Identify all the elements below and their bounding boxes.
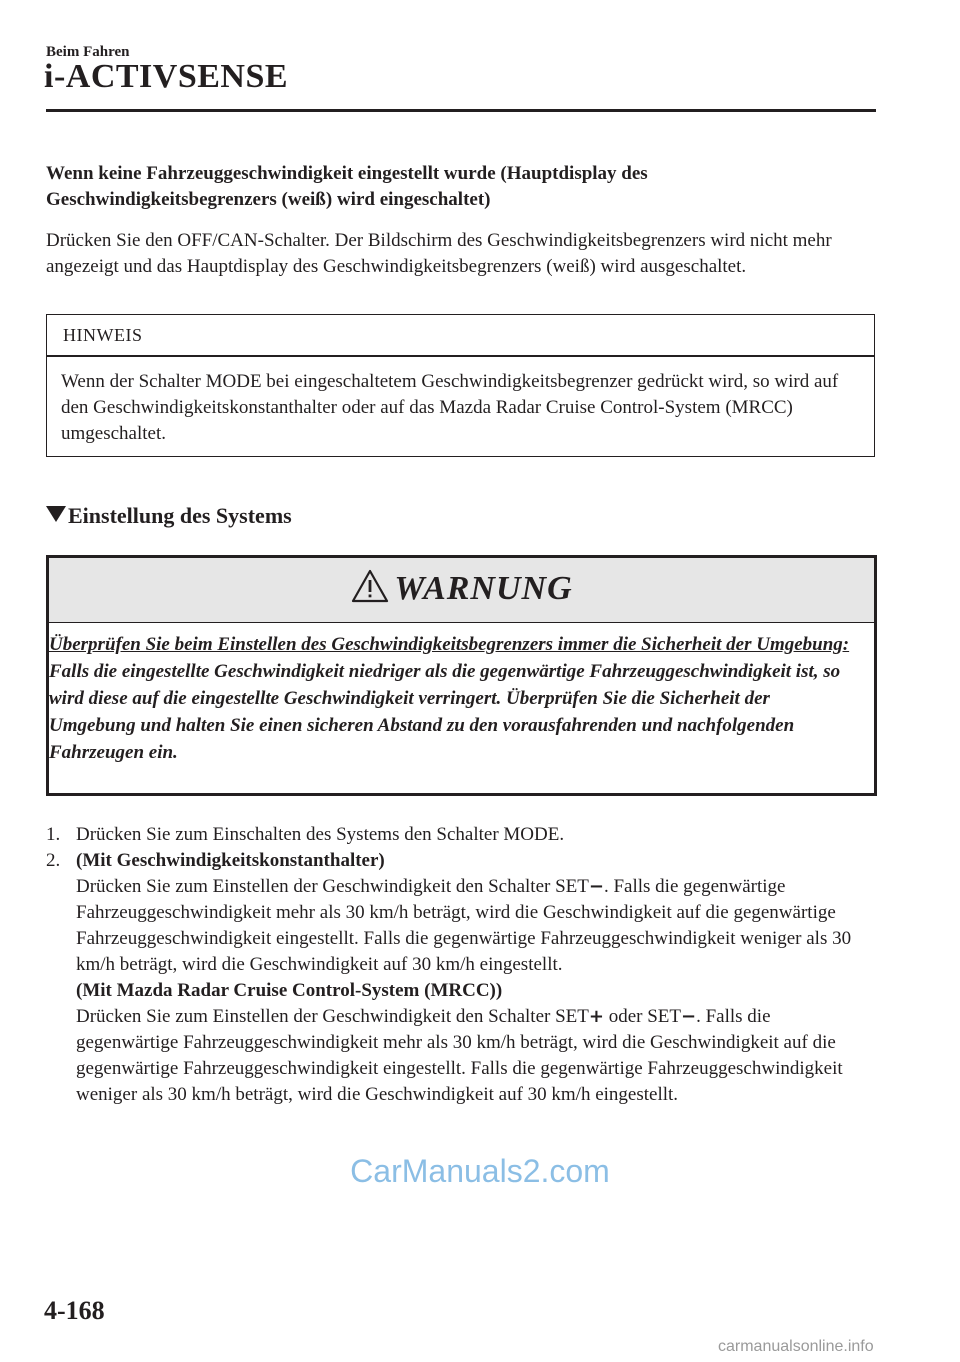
section-heading [46,503,292,529]
step-1 [46,822,876,848]
section-label: Beim Fahren [46,44,130,60]
step-text-part: Drücken Sie zum Einstellen der Geschwindigkeit den Schalter SET [76,1006,589,1027]
page-number: 4-168 [44,1296,105,1325]
note-box [46,314,875,457]
section-heading-text: Einstellung des Systems [68,503,292,528]
step-text-mrcc [76,1004,876,1108]
chapter-title: i-ACTIVSENSE [44,58,289,95]
warning-header [49,558,874,623]
watermark: CarManuals2.com [350,1153,610,1189]
warning-title: WARNUNG [394,569,573,607]
step-heading-cruise: (Mit Geschwindigkeitskonstanthalter) [76,850,385,871]
step-text-part: . Falls die gegenwärtige Fahrzeuggeschwindigkeit mehr als 30 km/h beträgt, wird die Geschwindigkeit auf die gegenwärtige Fahrzeuggeschwindigkeit eingestellt. Falls die gegenwärtige Fahrzeuggeschwindigkeit weniger als 30 km/h beträgt, wird die Geschwindigkeit auf 30 km/h eingestellt. [76,876,852,975]
triangle-down-icon [46,506,66,522]
step-text: Drücken Sie zum Einschalten des Systems den Schalter MODE. [76,824,565,845]
step-text-part: oder SET [603,1006,682,1027]
minus-symbol-icon: − [588,876,604,897]
step-number: 1. [46,824,61,845]
step-text-cruise [76,874,876,978]
step-text-part: . Falls die gegenwärtige Fahrzeuggeschwindigkeit mehr als 30 km/h beträgt, wird die Geschwindigkeit auf die gegenwärtige Fahrzeuggeschwindigkeit eingestellt. Falls die gegenwärtige Fahrzeuggeschwindigkeit weniger als 30 km/h beträgt, wird die Geschwindigkeit auf 30 km/h eingestellt. [76,1006,843,1105]
step-heading-mrcc: (Mit Mazda Radar Cruise Control-System (MRCC)) [76,980,503,1001]
note-text: Wenn der Schalter MODE bei eingeschaltetem Geschwindigkeitsbegrenzer gedrückt wird, so wird auf den Geschwindigkeitskonstanthalter oder auf das Mazda Radar Cruise Control-System (MRCC) umgeschaltet. [61,371,839,444]
step-text-part: Drücken Sie zum Einstellen der Geschwindigkeit den Schalter SET [76,876,589,897]
warning-body [49,631,861,766]
steps-list [46,822,876,1108]
plus-symbol-icon: + [588,1006,604,1027]
intro-paragraph: Drücken Sie den OFF/CAN-Schalter. Der Bildschirm des Geschwindigkeitsbegrenzers wird nicht mehr angezeigt und das Hauptdisplay des Geschwindigkeitsbegrenzers (weiß) wird ausgeschaltet. [46,230,832,277]
header-rule [46,109,876,112]
warning-icon [350,568,390,609]
warning-lead: Überprüfen Sie beim Einstellen des Geschwindigkeitsbegrenzers immer die Sicherheit der Umgebung: [49,634,850,655]
step-2 [46,848,876,1108]
minus-symbol-icon: − [681,1006,697,1027]
note-divider [47,355,874,357]
warning-text: Falls die eingestellte Geschwindigkeit niedriger als die gegenwärtige Fahrzeuggeschwindigkeit ist, so wird diese auf die eingestellte Geschwindigkeit verringert. Überprüfen Sie die Sicherheit der Umgebung und halten Sie einen sicheren Abstand zu den vorausfahrenden und nachfolgenden Fahrzeugen ein. [49,661,841,763]
warning-title-wrap [49,568,874,609]
note-title: HINWEIS [63,325,143,345]
footer-site: carmanualsonline.info [718,1338,874,1355]
subheading: Wenn keine Fahrzeuggeschwindigkeit eingestellt wurde (Hauptdisplay des Geschwindigkeitsbegrenzers (weiß) wird eingeschaltet) [46,163,648,210]
warning-box [46,555,877,796]
step-number: 2. [46,850,61,871]
